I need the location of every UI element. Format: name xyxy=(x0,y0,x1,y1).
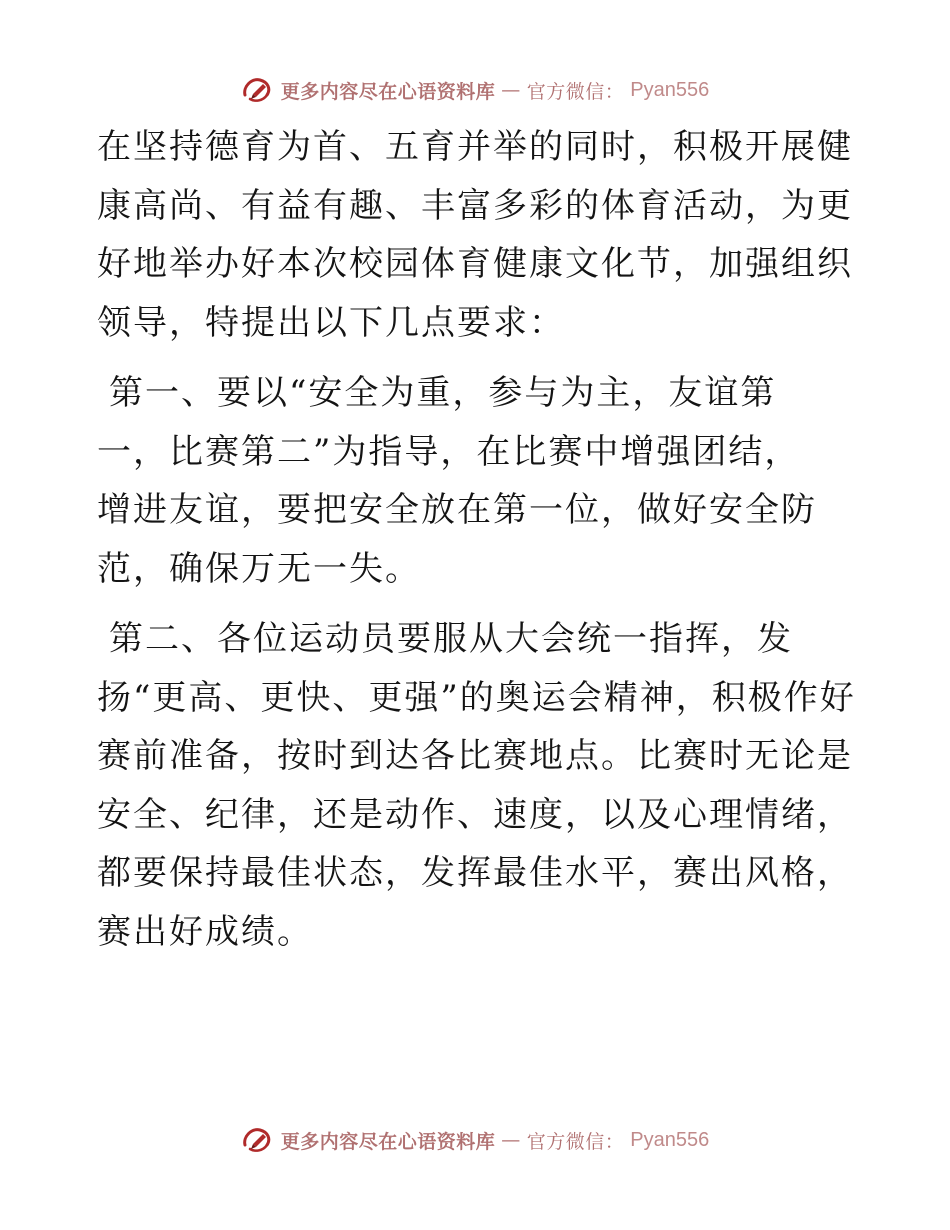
pen-logo-icon xyxy=(241,1125,275,1155)
document-body xyxy=(97,118,857,961)
paragraph-requirement-one: 第一、要以“安全为重，参与为主，友谊第一，比赛第二”为指导，在比赛中增强团结，增进友谊，要把安全放在第一位，做好安全防范，确保万无一失。 xyxy=(97,373,817,589)
banner-separator: — xyxy=(501,79,521,101)
banner-separator: — xyxy=(501,1129,521,1151)
pen-logo-icon xyxy=(241,75,275,105)
promo-text: 更多内容尽在心语资料库 xyxy=(280,1130,496,1153)
wechat-handle: Pyan556 xyxy=(630,1128,710,1151)
footer-banner xyxy=(0,1120,950,1160)
header-banner xyxy=(0,70,950,110)
promo-text: 更多内容尽在心语资料库 xyxy=(280,80,496,103)
wechat-label: 官方微信： xyxy=(526,1130,625,1153)
paragraph-requirement-two: 第二、各位运动员要服从大会统一指挥，发扬“更高、更快、更强”的奥运会精神，积极作好赛前准备，按时到达各比赛地点。比赛时无论是安全、纪律，还是动作、速度，以及心理情绪，都要保持最佳状态，发挥最佳水平，赛出风格，赛出好成绩。 xyxy=(97,619,856,952)
wechat-handle: Pyan556 xyxy=(630,78,710,101)
paragraph-intro: 在坚持德育为首、五育并举的同时，积极开展健康高尚、有益有趣、丰富多彩的体育活动，为更好地举办好本次校园体育健康文化节，加强组织领导，特提出以下几点要求： xyxy=(97,127,853,343)
wechat-label: 官方微信： xyxy=(526,80,625,103)
